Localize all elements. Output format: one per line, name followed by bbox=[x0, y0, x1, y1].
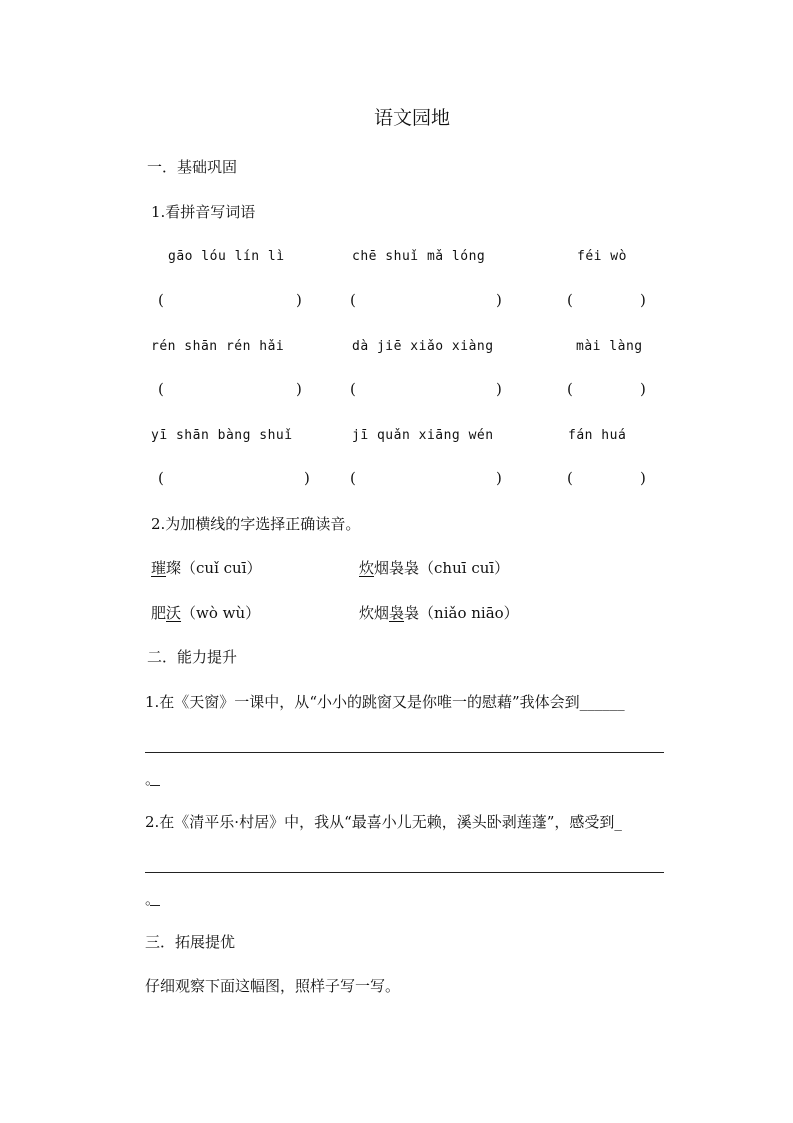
answer-paren-close: ) bbox=[496, 469, 502, 487]
underlined-char: 沃 bbox=[166, 604, 182, 622]
answer-paren-close: ) bbox=[640, 291, 646, 309]
extension-instruction: 仔细观察下面这幅图，照样子写一写。 bbox=[145, 977, 401, 995]
answer-paren-open: ( bbox=[350, 291, 356, 309]
answer-paren-close: ) bbox=[496, 380, 502, 398]
reading-choice-item bbox=[359, 559, 509, 577]
page-title: 语文园地 bbox=[374, 107, 451, 129]
ability-question-2: 2.在《清平乐·村居》中，我从“最喜小儿无赖，溪头卧剥莲蓬”，感受到_ bbox=[145, 813, 622, 831]
answer-line-short bbox=[150, 905, 160, 906]
word-rest: 璨 bbox=[166, 559, 182, 577]
answer-paren-open: ( bbox=[567, 469, 573, 487]
underlined-char: 炊 bbox=[359, 559, 375, 577]
underlined-char: 璀 bbox=[151, 559, 167, 577]
pinyin-item: gāo lóu lín lì bbox=[168, 249, 285, 264]
answer-end-mark: 。 bbox=[145, 770, 161, 788]
answer-paren-open: ( bbox=[158, 469, 164, 487]
question-2-prompt: 2.为加横线的字选择正确读音。 bbox=[151, 515, 361, 533]
pinyin-item: dà jiē xiǎo xiàng bbox=[352, 339, 494, 354]
reading-options: （niǎo niāo） bbox=[419, 604, 519, 622]
reading-options: （chuī cuī） bbox=[419, 559, 510, 577]
reading-options: （cuǐ cuī） bbox=[181, 559, 262, 577]
pinyin-item: fán huá bbox=[568, 428, 627, 443]
answer-paren-open: ( bbox=[158, 380, 164, 398]
word-pre: 肥 bbox=[151, 604, 167, 622]
pinyin-item: féi wò bbox=[577, 249, 627, 264]
reading-choice-item bbox=[359, 604, 519, 622]
section-heading-extension: 三．拓展提优 bbox=[145, 933, 236, 951]
answer-paren-close: ) bbox=[296, 291, 302, 309]
pinyin-item: chē shuǐ mǎ lóng bbox=[352, 249, 486, 264]
reading-choice-item bbox=[151, 604, 260, 622]
word-rest: 烟袅袅 bbox=[374, 559, 420, 577]
underlined-char: 袅 bbox=[389, 604, 405, 622]
word-rest: 袅 bbox=[404, 604, 420, 622]
reading-options: （wò wù） bbox=[181, 604, 261, 622]
answer-paren-close: ) bbox=[496, 291, 502, 309]
section-heading-ability: 二．能力提升 bbox=[147, 648, 238, 666]
word-pre: 炊烟 bbox=[359, 604, 390, 622]
answer-paren-open: ( bbox=[567, 380, 573, 398]
answer-paren-open: ( bbox=[350, 380, 356, 398]
answer-line bbox=[145, 752, 664, 753]
answer-line-short bbox=[150, 785, 160, 786]
pinyin-item: yī shān bàng shuǐ bbox=[151, 428, 293, 443]
pinyin-item: mài làng bbox=[576, 339, 643, 354]
answer-end-mark: 。 bbox=[145, 890, 161, 908]
answer-paren-open: ( bbox=[158, 291, 164, 309]
answer-line bbox=[145, 872, 664, 873]
reading-choice-item bbox=[151, 559, 262, 577]
answer-paren-close: ) bbox=[640, 380, 646, 398]
answer-paren-close: ) bbox=[640, 469, 646, 487]
answer-paren-close: ) bbox=[304, 469, 310, 487]
ability-question-1: 1.在《天窗》一课中，从“小小的跳窗又是你唯一的慰藉”我体会到______ bbox=[145, 693, 625, 711]
pinyin-item: jī quǎn xiāng wén bbox=[352, 428, 494, 443]
section-heading-basics: 一．基础巩固 bbox=[147, 158, 238, 176]
answer-paren-open: ( bbox=[567, 291, 573, 309]
answer-paren-open: ( bbox=[350, 469, 356, 487]
question-1-prompt: 1.看拼音写词语 bbox=[151, 203, 256, 221]
answer-paren-close: ) bbox=[296, 380, 302, 398]
pinyin-item: rén shān rén hǎi bbox=[151, 339, 285, 354]
